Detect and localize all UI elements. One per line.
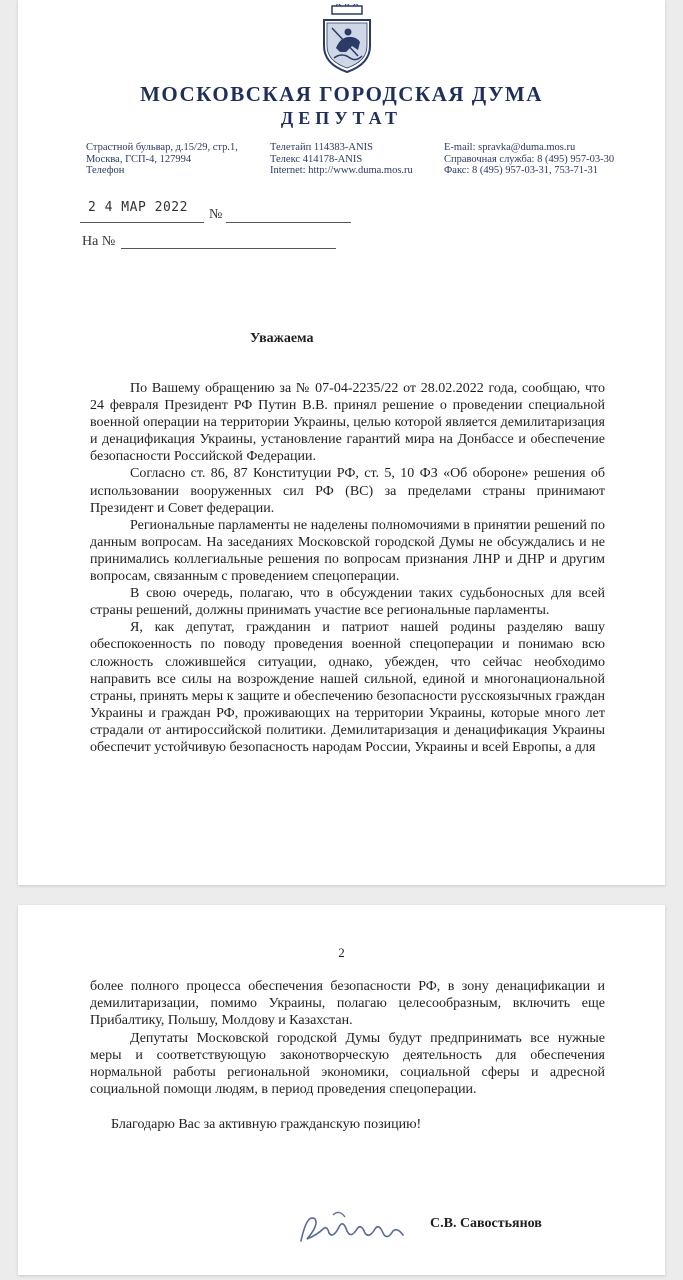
- contact-line: E-mail: spravka@duma.mos.ru: [444, 142, 576, 153]
- paragraph: Согласно ст. 86, 87 Конституции РФ, ст. 5, 10 ФЗ «Об обороне» решения об использовании вооруженных сил РФ (ВС) за пределами страны принимают Президент и Совет федерации.: [90, 466, 605, 516]
- reference-label: На №: [82, 234, 116, 249]
- contact-line: Телефон: [86, 165, 125, 176]
- contact-telex-block: [270, 142, 413, 177]
- letter-page-2: [18, 905, 665, 1275]
- deputy-subtitle: ДЕПУТАТ: [280, 108, 403, 128]
- contact-email-block: [444, 142, 614, 177]
- letter-page-1: [18, 0, 665, 885]
- organization-title: МОСКОВСКАЯ ГОРОДСКАЯ ДУМА: [140, 82, 543, 106]
- paragraph: Я, как депутат, гражданин и патриот нашей родины разделяю вашу обеспокоенность по поводу проведения военной спецоперации и понимаю всю сложность сложившейся ситуации, однако, убежден, что сейчас необходимо направить все силы на возрождение нашей сильной, единой и многонациональной страны, принять меры к защите и обеспечению безопасности русскоязычных граждан Украины и граждан РФ, проживающих на территории Украины, которые много лет страдали от антироссийской политики. Демилитаризация и денацификация Украины обеспечит устойчивую безопасность народам России, Украины и всей Европы, а для: [90, 620, 605, 755]
- contact-line: Телекс 414178-ANIS: [270, 153, 363, 165]
- reference-underline: [121, 248, 336, 249]
- letter-body-continued: [90, 978, 605, 1098]
- paragraph: В свою очередь, полагаю, что в обсуждении таких судьбоносных для всей страны решений, должны принимать участие все региональные парламенты.: [90, 586, 605, 619]
- date-stamp: 2 4 МАР 2022: [88, 200, 188, 215]
- date-underline: [80, 222, 204, 223]
- paragraph: По Вашему обращению за № 07-04-2235/22 от 28.02.2022 года, сообщаю, что 24 февраля Президент РФ Путин В.В. принял решение о проведении специальной военной операции на территории Украины, целью которой является демилитаризация и денацификация Украины, установление гарантий мира на Донбассе и обеспечение безопасности Российской Федерации.: [90, 381, 605, 465]
- moscow-coat-of-arms-icon: [318, 4, 376, 74]
- signer-name: С.В. Савостьянов: [430, 1216, 542, 1231]
- contact-line: Факс: 8 (495) 957-03-31, 753-71-31: [444, 165, 598, 176]
- number-label: №: [209, 207, 223, 222]
- contact-line: Справочная служба: 8 (495) 957-03-30: [444, 153, 615, 165]
- paragraph: Депутаты Московской городской Думы будут предпринимать все нужные меры и соответствующую законотворческую деятельность для обеспечения нормальной работы региональной экономики, социальной сферы и адресной социальной помощи людям, в период проведения спецоперации.: [90, 1030, 605, 1098]
- page-number: 2: [338, 945, 345, 960]
- handwritten-signature-icon: [293, 1205, 423, 1251]
- number-underline: [226, 222, 351, 223]
- closing-line: Благодарю Вас за активную гражданскую позицию!: [111, 1117, 422, 1132]
- paragraph: Региональные парламенты не наделены полномочиями в принятии решений по данным вопросам. На заседаниях Московской городской Думы не обсуждались и не принимались коллегиальные решения по вопросам признания ЛНР и ДНР и другим вопросам, связанным с проведением спецоперации.: [90, 517, 605, 585]
- contact-line: Телетайп 114383-ANIS: [270, 142, 373, 153]
- contact-line: Москва, ГСП-4, 127994: [86, 153, 192, 165]
- salutation: Уважаема: [250, 331, 314, 346]
- contact-line: Internet: http://www.duma.mos.ru: [270, 165, 413, 176]
- letter-body: [90, 380, 605, 756]
- paragraph: более полного процесса обеспечения безопасности РФ, в зону денацификации и демилитаризации, помимо Украины, полагаю целесообразным, включить еще Прибалтику, Польшу, Молдову и Казахстан.: [90, 979, 605, 1029]
- contact-address-block: [86, 142, 238, 177]
- contact-line: Страстной бульвар, д.15/29, стр.1,: [86, 142, 238, 153]
